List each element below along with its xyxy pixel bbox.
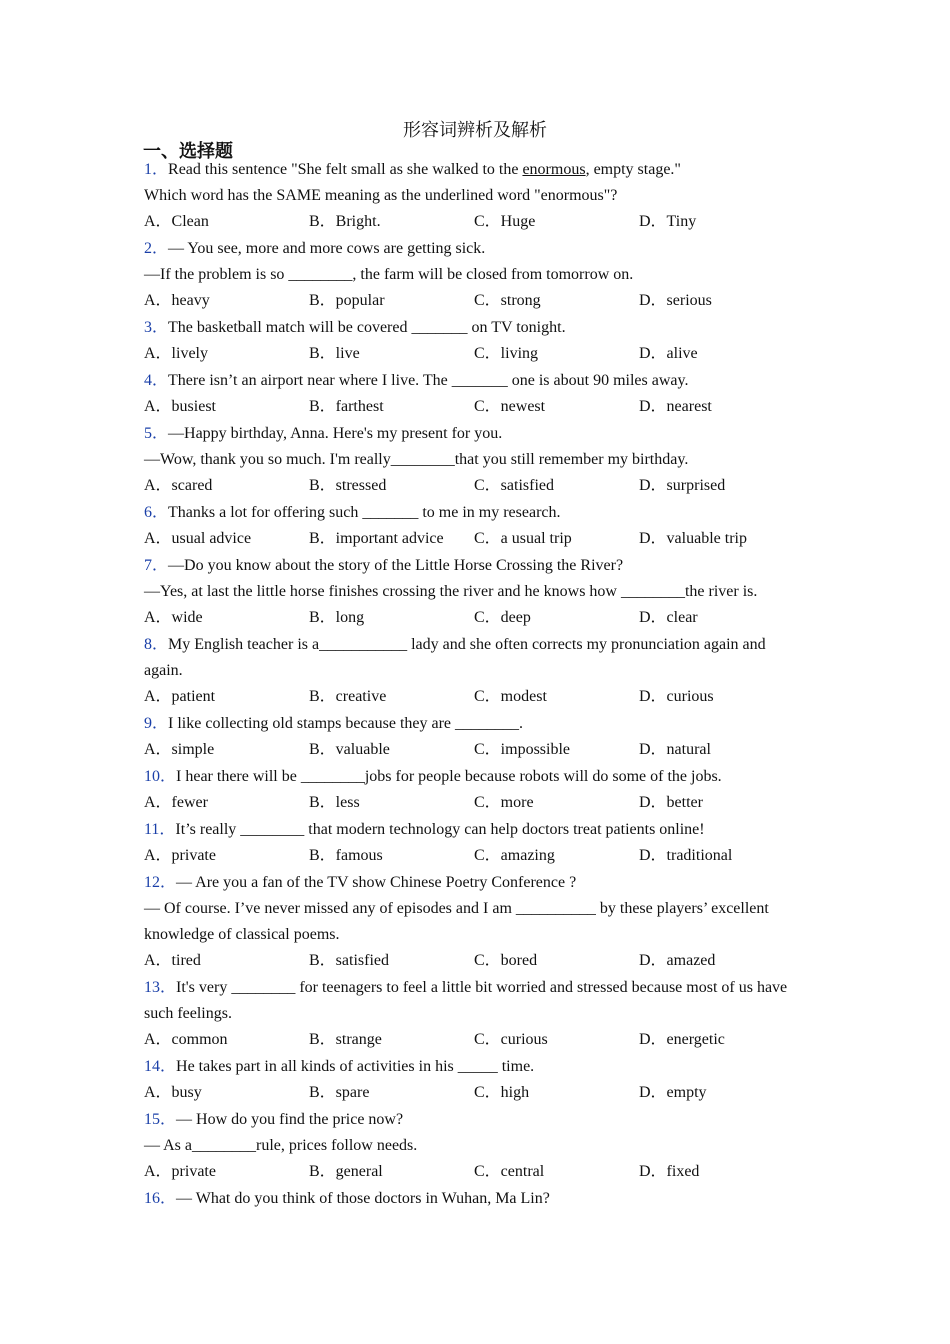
question-line [144, 870, 804, 896]
question-line [144, 183, 804, 209]
section-heading: 一、选择题 [143, 141, 233, 162]
option-d[interactable]: D．serious [639, 292, 712, 309]
option-c[interactable]: C．more [474, 794, 534, 811]
option-c[interactable]: C．living [474, 345, 539, 362]
question-line [144, 157, 804, 183]
question-number: 8． [144, 636, 169, 653]
answer-options [144, 605, 804, 631]
question-line [144, 1186, 804, 1212]
option-d[interactable]: D．empty [639, 1084, 707, 1101]
option-c[interactable]: C．satisfied [474, 477, 554, 494]
option-b[interactable]: B．spare [309, 1084, 370, 1101]
option-a[interactable]: A．busiest [144, 398, 217, 415]
question-line [144, 817, 804, 843]
question-number: 7． [144, 557, 169, 574]
option-c[interactable]: C．modest [474, 688, 547, 705]
page-title: 形容词辨析及解析 [403, 120, 547, 141]
option-d[interactable]: D．curious [639, 688, 714, 705]
question-10 [144, 764, 804, 816]
answer-options [144, 737, 804, 763]
answer-options [144, 394, 804, 420]
option-b[interactable]: B．live [309, 345, 360, 362]
question-line [144, 447, 804, 473]
option-a[interactable]: A．usual advice [144, 530, 252, 547]
question-text: , empty stage." [585, 161, 681, 178]
option-c[interactable]: C．bored [474, 952, 538, 969]
question-text: Which word has the SAME meaning as the underlined word "enormous"? [144, 187, 618, 204]
question-line [144, 711, 804, 737]
option-b[interactable]: B．important advice [309, 530, 444, 547]
question-text: — What do you think of those doctors in Wuhan, Ma Lin? [176, 1190, 550, 1207]
option-d[interactable]: D．valuable trip [639, 530, 747, 547]
option-b[interactable]: B．creative [309, 688, 387, 705]
option-d[interactable]: D．alive [639, 345, 698, 362]
question-number: 11． [144, 821, 176, 838]
answer-options [144, 1159, 804, 1185]
question-number: 16． [144, 1190, 177, 1207]
option-a[interactable]: A．private [144, 847, 216, 864]
question-8 [144, 632, 804, 710]
option-b[interactable]: B．farthest [309, 398, 384, 415]
answer-options [144, 843, 804, 869]
option-b[interactable]: B．famous [309, 847, 383, 864]
question-number: 15． [144, 1111, 177, 1128]
option-d[interactable]: D．traditional [639, 847, 733, 864]
option-c[interactable]: C．deep [474, 609, 531, 626]
question-text: — You see, more and more cows are getting sick. [168, 240, 486, 257]
question-4 [144, 368, 804, 420]
answer-options [144, 288, 804, 314]
question-number: 10． [144, 768, 177, 785]
option-a[interactable]: A．simple [144, 741, 215, 758]
question-text: —Wow, thank you so much. I'm really________that you still remember my birthday. [144, 451, 689, 468]
question-text: — As a________rule, prices follow needs. [144, 1137, 418, 1154]
question-9 [144, 711, 804, 763]
option-a[interactable]: A．wide [144, 609, 203, 626]
question-line [144, 1107, 804, 1133]
option-b[interactable]: B．general [309, 1163, 383, 1180]
question-text: I hear there will be ________jobs for people because robots will do some of the jobs. [176, 768, 722, 785]
question-line [144, 421, 804, 447]
question-3 [144, 315, 804, 367]
question-text: —Do you know about the story of the Little Horse Crossing the River? [168, 557, 624, 574]
answer-options [144, 473, 804, 499]
question-14 [144, 1054, 804, 1106]
question-text: There isn’t an airport near where I live. The _______ one is about 90 miles away. [168, 372, 689, 389]
option-c[interactable]: C．a usual trip [474, 530, 572, 547]
question-line [144, 1133, 804, 1159]
answer-options [144, 1080, 804, 1106]
question-6 [144, 500, 804, 552]
question-number: 3． [144, 319, 169, 336]
answer-options [144, 684, 804, 710]
option-b[interactable]: B．Bright. [309, 213, 381, 230]
option-b[interactable]: B．valuable [309, 741, 390, 758]
option-a[interactable]: A．fewer [144, 794, 208, 811]
question-text: I like collecting old stamps because they are ________. [168, 715, 524, 732]
answer-options [144, 526, 804, 552]
question-number: 2． [144, 240, 169, 257]
question-number: 6． [144, 504, 169, 521]
question-15 [144, 1107, 804, 1185]
option-d[interactable]: D．energetic [639, 1031, 725, 1048]
question-line [144, 975, 804, 1027]
question-line [144, 579, 804, 605]
option-c[interactable]: C．amazing [474, 847, 555, 864]
question-text: Read this sentence "She felt small as she walked to the [168, 161, 523, 178]
option-a[interactable]: A．lively [144, 345, 208, 362]
option-a[interactable]: A．common [144, 1031, 228, 1048]
question-number: 5． [144, 425, 169, 442]
question-text: —Yes, at last the little horse finishes crossing the river and he knows how ________the river is. [144, 583, 758, 600]
option-b[interactable]: B．stressed [309, 477, 387, 494]
option-d[interactable]: D．surprised [639, 477, 726, 494]
question-text: He takes part in all kinds of activities in his _____ time. [176, 1058, 535, 1075]
question-line [144, 236, 804, 262]
question-text: —If the problem is so ________, the farm will be closed from tomorrow on. [144, 266, 634, 283]
question-line [144, 764, 804, 790]
question-16 [144, 1186, 804, 1212]
option-b[interactable]: B．strange [309, 1031, 382, 1048]
question-text: My English teacher is a___________ lady and she often corrects my pronunciation again and again. [144, 636, 766, 679]
option-c[interactable]: C．impossible [474, 741, 571, 758]
question-number: 1． [144, 161, 169, 178]
option-a[interactable]: A．tired [144, 952, 201, 969]
question-line [144, 262, 804, 288]
question-1 [144, 157, 804, 235]
answer-options [144, 341, 804, 367]
option-d[interactable]: D．natural [639, 741, 711, 758]
question-2 [144, 236, 804, 314]
question-line [144, 896, 804, 948]
underlined-word: enormous [522, 161, 586, 178]
question-5 [144, 421, 804, 499]
option-c[interactable]: C．newest [474, 398, 546, 415]
question-text: The basketball match will be covered _______ on TV tonight. [168, 319, 566, 336]
option-d[interactable]: D．nearest [639, 398, 712, 415]
question-line [144, 553, 804, 579]
option-d[interactable]: D．fixed [639, 1163, 700, 1180]
option-b[interactable]: B．satisfied [309, 952, 389, 969]
option-b[interactable]: B．popular [309, 292, 385, 309]
question-list [144, 157, 804, 1212]
option-a[interactable]: A．scared [144, 477, 213, 494]
question-11 [144, 817, 804, 869]
question-text: — How do you find the price now? [176, 1111, 404, 1128]
question-text: —Happy birthday, Anna. Here's my present for you. [168, 425, 503, 442]
question-text: It’s really ________ that modern technology can help doctors treat patients online! [175, 821, 705, 838]
question-number: 4． [144, 372, 169, 389]
option-d[interactable]: D．Tiny [639, 213, 697, 230]
question-text: — Are you a fan of the TV show Chinese Poetry Conference ? [176, 874, 577, 891]
question-12 [144, 870, 804, 974]
answer-options [144, 790, 804, 816]
question-line [144, 368, 804, 394]
option-d[interactable]: D．amazed [639, 952, 716, 969]
option-a[interactable]: A．busy [144, 1084, 202, 1101]
option-a[interactable]: A．Clean [144, 213, 209, 230]
answer-options [144, 948, 804, 974]
question-line [144, 500, 804, 526]
option-c[interactable]: C．Huge [474, 213, 536, 230]
question-number: 14． [144, 1058, 177, 1075]
option-a[interactable]: A．patient [144, 688, 216, 705]
question-7 [144, 553, 804, 631]
option-c[interactable]: C．curious [474, 1031, 548, 1048]
question-13 [144, 975, 804, 1053]
question-text: — Of course. I’ve never missed any of episodes and I am __________ by these players’ excellent knowledge of classical poems. [144, 900, 769, 943]
question-text: It's very ________ for teenagers to feel a little bit worried and stressed because most of us have such feelings. [144, 979, 788, 1022]
option-a[interactable]: A．private [144, 1163, 216, 1180]
question-line [144, 632, 804, 684]
question-line [144, 315, 804, 341]
question-text: Thanks a lot for offering such _______ to me in my research. [168, 504, 561, 521]
option-b[interactable]: B．long [309, 609, 365, 626]
option-c[interactable]: C．central [474, 1163, 545, 1180]
option-d[interactable]: D．clear [639, 609, 698, 626]
option-d[interactable]: D．better [639, 794, 703, 811]
option-c[interactable]: C．strong [474, 292, 541, 309]
option-a[interactable]: A．heavy [144, 292, 210, 309]
question-number: 12． [144, 874, 177, 891]
question-line [144, 1054, 804, 1080]
question-number: 13． [144, 979, 177, 996]
answer-options [144, 1027, 804, 1053]
question-number: 9． [144, 715, 169, 732]
option-b[interactable]: B．less [309, 794, 360, 811]
answer-options [144, 209, 804, 235]
option-c[interactable]: C．high [474, 1084, 530, 1101]
